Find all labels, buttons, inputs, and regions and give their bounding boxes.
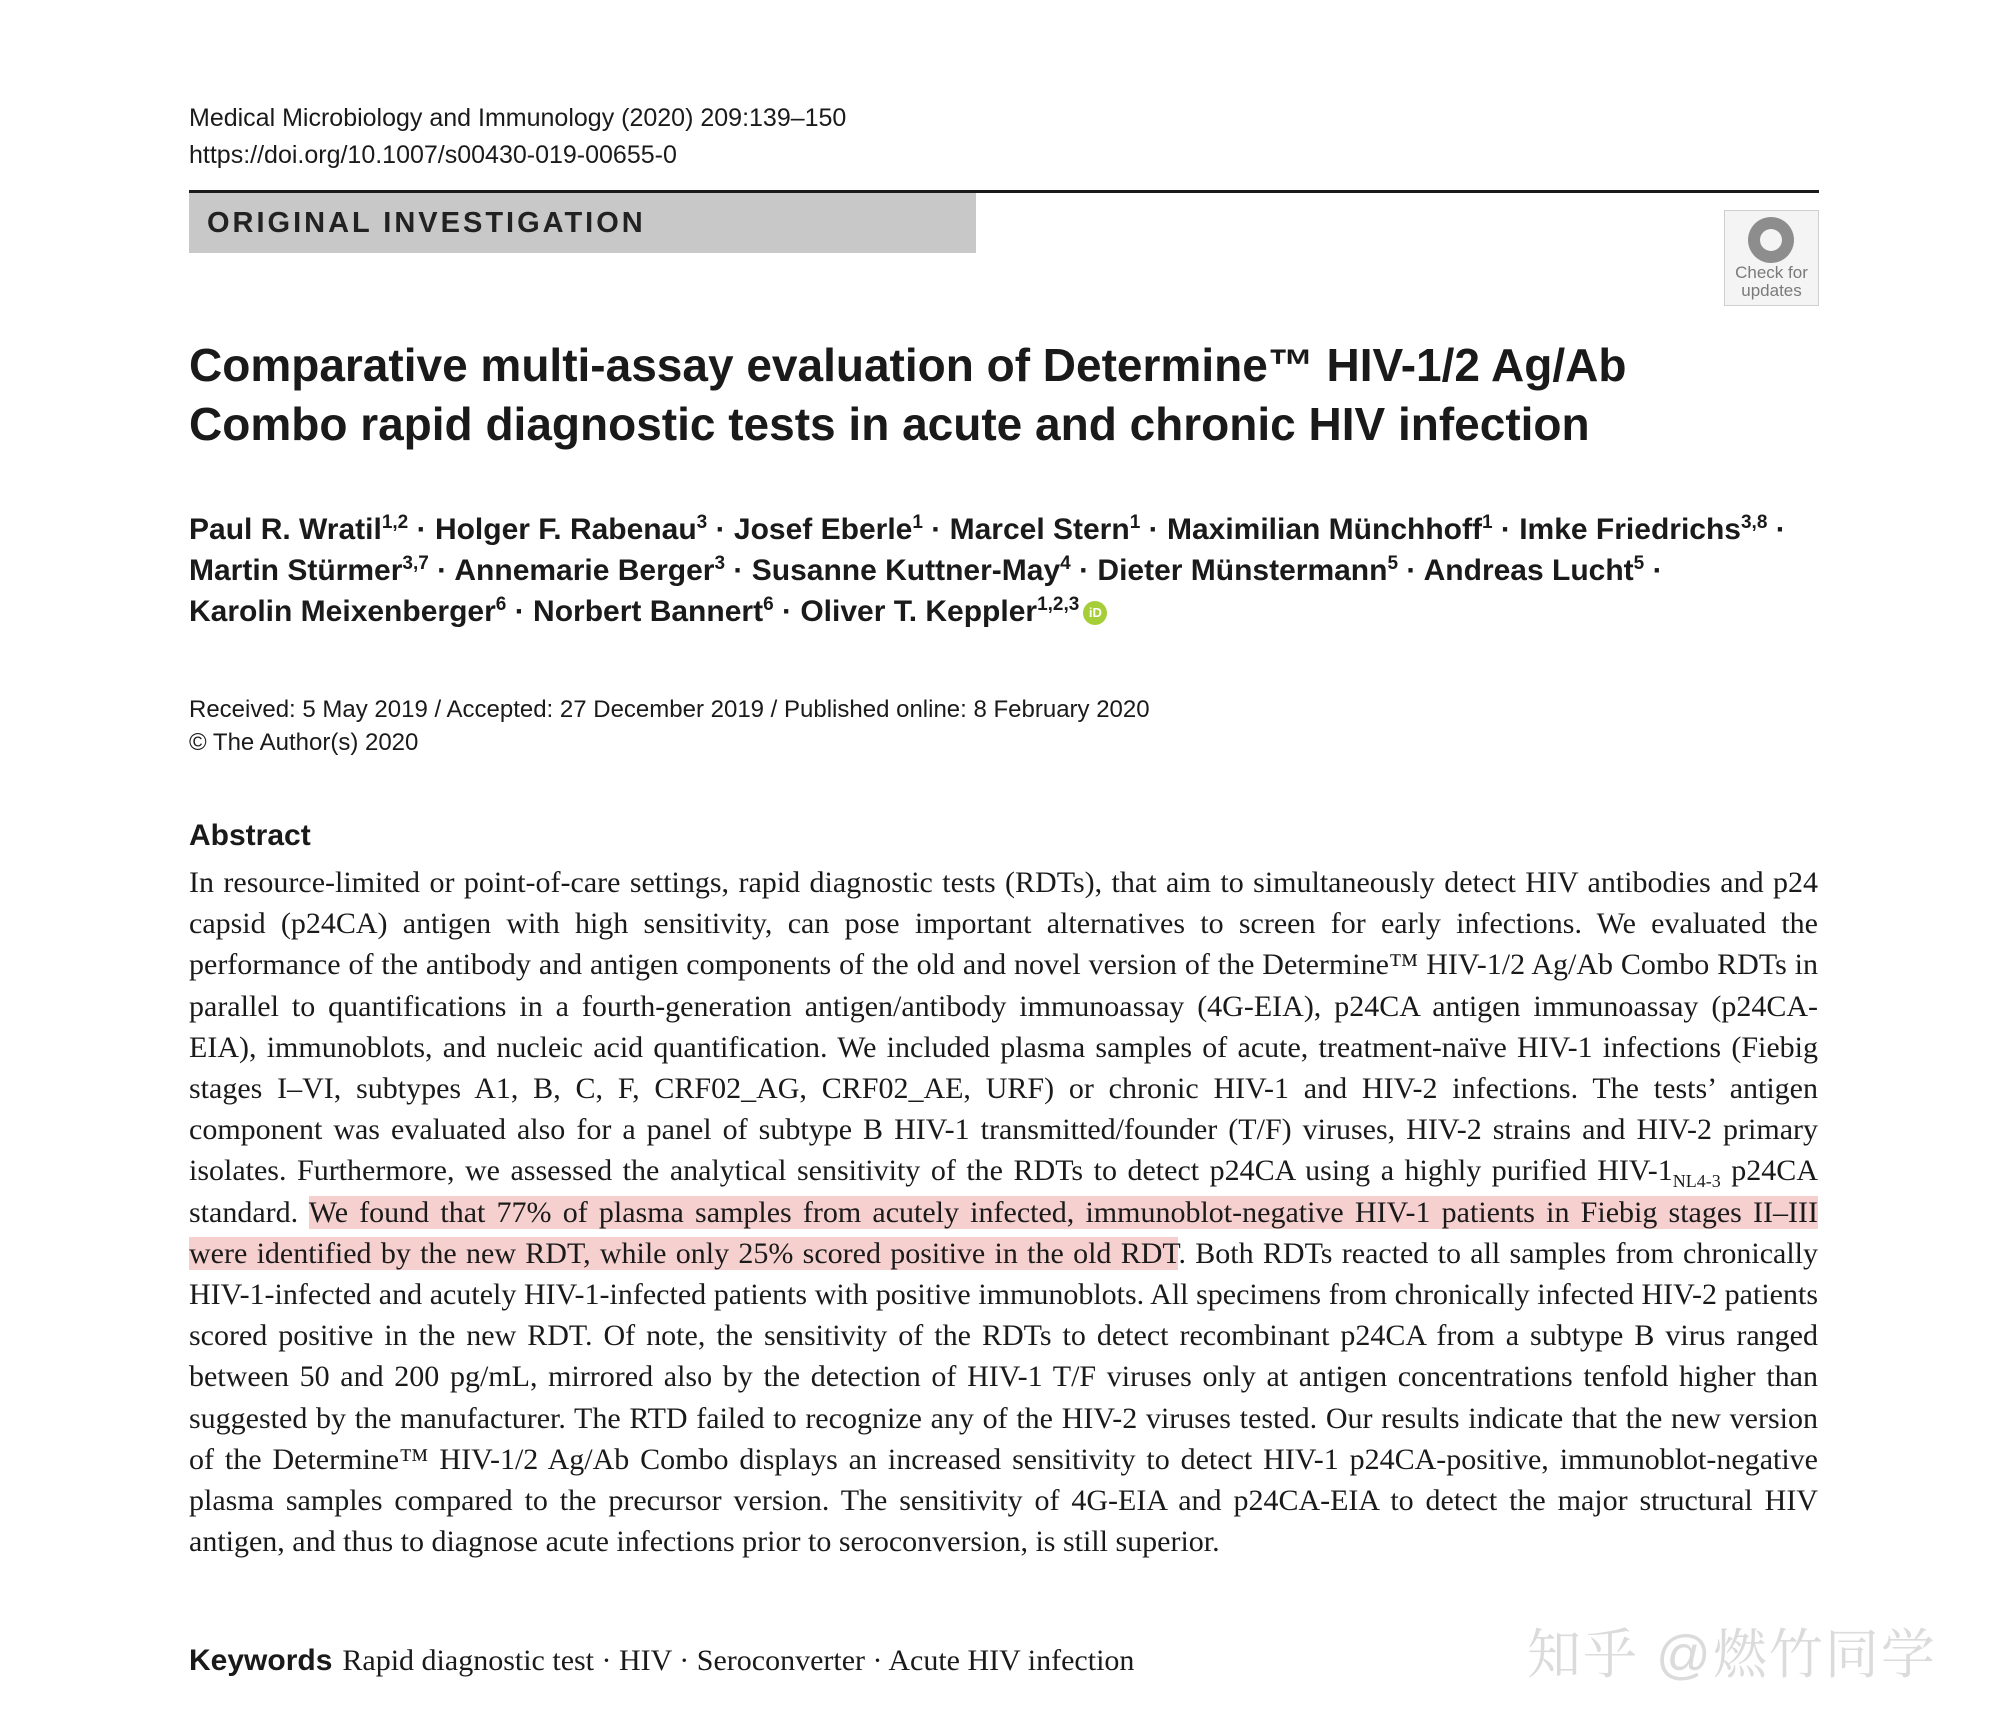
author-separator: · bbox=[514, 595, 525, 628]
author-separator: · bbox=[1148, 513, 1159, 546]
abstract-body bbox=[189, 862, 1818, 1562]
section-label: ORIGINAL INVESTIGATION bbox=[207, 207, 646, 239]
article-title bbox=[189, 336, 1849, 454]
author-affiliation: 1 bbox=[1481, 512, 1493, 533]
author-separator: · bbox=[931, 513, 942, 546]
orcid-icon[interactable]: iD bbox=[1083, 601, 1107, 625]
history-dates: Received: 5 May 2019 / Accepted: 27 December 2019 / Published online: 8 February 2020 bbox=[189, 696, 1150, 723]
author-separator: · bbox=[437, 554, 448, 587]
author-name[interactable]: Oliver T. Keppler bbox=[800, 595, 1038, 628]
author-affiliation: 6 bbox=[495, 594, 507, 615]
author-name[interactable]: Marcel Stern bbox=[949, 513, 1130, 546]
author-affiliation: 5 bbox=[1633, 553, 1645, 574]
keywords-text: Rapid diagnostic test · HIV · Seroconverter · Acute HIV infection bbox=[342, 1644, 1135, 1677]
doi-link[interactable]: https://doi.org/10.1007/s00430-019-00655-0 bbox=[189, 141, 677, 169]
author-affiliation: 3 bbox=[714, 553, 726, 574]
author-name[interactable]: Susanne Kuttner-May bbox=[751, 554, 1061, 587]
author-name[interactable]: Martin Stürmer bbox=[189, 554, 403, 587]
author-name[interactable]: Norbert Bannert bbox=[533, 595, 764, 628]
author-affiliation: 6 bbox=[763, 594, 774, 615]
author-affiliation: 5 bbox=[1387, 553, 1399, 574]
abstract-highlight: We found that 77% of plasma samples from acutely infected, immunoblot-negative HIV-1 patients in Fiebig stages II–III were identified by the new RDT, while only 25% scored positive in the old RDT bbox=[189, 1195, 1818, 1270]
author-separator: · bbox=[416, 513, 427, 546]
author-affiliation: 3 bbox=[696, 512, 708, 533]
author-separator: · bbox=[1652, 554, 1663, 587]
author-affiliation: 4 bbox=[1060, 553, 1071, 574]
author-affiliation: 1,2,3 bbox=[1037, 594, 1080, 615]
journal-citation: Medical Microbiology and Immunology (2020) 209:139–150 bbox=[189, 104, 847, 132]
author-separator: · bbox=[1406, 554, 1417, 587]
author-separator: · bbox=[1079, 554, 1090, 587]
author-name[interactable]: Holger F. Rabenau bbox=[434, 513, 697, 546]
author-separator: · bbox=[715, 513, 726, 546]
keywords bbox=[189, 1644, 1134, 1678]
author-affiliation: 3,7 bbox=[402, 553, 429, 574]
author-affiliation: 1 bbox=[1129, 512, 1141, 533]
author-separator: · bbox=[781, 595, 792, 628]
abstract-subscript: NL4-3 bbox=[1672, 1171, 1721, 1192]
title-line-1: Comparative multi-assay evaluation of Determine™ HIV-1/2 Ag/Ab bbox=[189, 339, 1627, 391]
author-name[interactable]: Andreas Lucht bbox=[1423, 554, 1634, 587]
journal-header bbox=[189, 100, 846, 174]
author-name[interactable]: Dieter Münstermann bbox=[1097, 554, 1388, 587]
author-affiliation: 3,8 bbox=[1740, 512, 1768, 533]
author-name[interactable]: Annemarie Berger bbox=[454, 554, 715, 587]
keywords-label: Keywords bbox=[189, 1644, 333, 1677]
watermark: 知乎 @燃竹同学 bbox=[1527, 1625, 1937, 1685]
author-name[interactable]: Karolin Meixenberger bbox=[189, 595, 496, 628]
title-line-2: Combo rapid diagnostic tests in acute and chronic HIV infection bbox=[189, 398, 1590, 450]
check-for-updates-label: Check for updates bbox=[1735, 263, 1808, 300]
check-for-updates-button[interactable] bbox=[1724, 210, 1819, 306]
section-banner bbox=[189, 193, 976, 253]
author-separator: · bbox=[1775, 513, 1786, 546]
author-name[interactable]: Maximilian Münchhoff bbox=[1166, 513, 1482, 546]
author-affiliation: 1 bbox=[912, 512, 923, 533]
author-affiliation: 1,2 bbox=[381, 512, 409, 533]
author-name[interactable]: Josef Eberle bbox=[733, 513, 913, 546]
abstract-text-3: . Both RDTs reacted to all samples from chronically HIV-1-infected and acutely HIV-1-infected patients with positive immunoblots. All specimens from chronically infected HIV-2 patients scored positive in the new RDT. Of note, the sensitivity of the RDTs to detect recombinant p24CA from a subtype B virus ranged between 50 and 200 pg/mL, mirrored also by the detection of HIV-1 T/F viruses only at antigen concentrations tenfold higher than suggested by the manufacturer. The RTD failed to recognize any of the HIV-2 viruses tested. Our results indicate that the new version of the Determine™ HIV-1/2 Ag/Ab Combo displays an increased sensitivity to detect HIV-1 p24CA-positive, immunoblot-negative plasma samples compared to the precursor version. The sensitivity of 4G-EIA and p24CA-EIA to detect the major structural HIV antigen, and thus to diagnose acute infections prior to seroconversion, is still superior. bbox=[189, 1236, 1818, 1559]
abstract-heading: Abstract bbox=[189, 819, 311, 852]
abstract-text-2: p24CA standard. bbox=[189, 1154, 1818, 1229]
author-separator: · bbox=[733, 554, 744, 587]
publication-dates bbox=[189, 693, 1150, 759]
author-name[interactable]: Imke Friedrichs bbox=[1519, 513, 1741, 546]
author-separator: · bbox=[1500, 513, 1511, 546]
author-name[interactable]: Paul R. Wratil bbox=[189, 513, 382, 546]
author-list bbox=[189, 509, 1849, 632]
abstract-text-1: In resource-limited or point-of-care settings, rapid diagnostic tests (RDTs), that aim to simultaneously detect HIV antibodies and p24 capsid (p24CA) antigen with high sensitivity, can pose important alternatives to screen for early infections. We evaluated the performance of the antibody and antigen components of the old and novel version of the Determine™ HIV-1/2 Ag/Ab Combo RDTs in parallel to quantifications in a fourth-generation antigen/antibody immunoassay (4G-EIA), p24CA antigen immunoassay (p24CA-EIA), immunoblots, and nucleic acid quantification. We included plasma samples of acute, treatment-naïve HIV-1 infections (Fiebig stages I–VI, subtypes A1, B, C, F, CRF02_AG, CRF02_AE, URF) or chronic HIV-1 and HIV-2 infections. The tests’ antigen component was evaluated also for a panel of subtype B HIV-1 transmitted/founder (T/F) viruses, HIV-2 strains and HIV-2 primary isolates. Furthermore, we assessed the analytical sensitivity of the RDTs to detect p24CA using a highly purified HIV-1 bbox=[189, 866, 1818, 1188]
bookmark-badge-icon bbox=[1748, 217, 1794, 263]
copyright-line: © The Author(s) 2020 bbox=[189, 729, 419, 756]
